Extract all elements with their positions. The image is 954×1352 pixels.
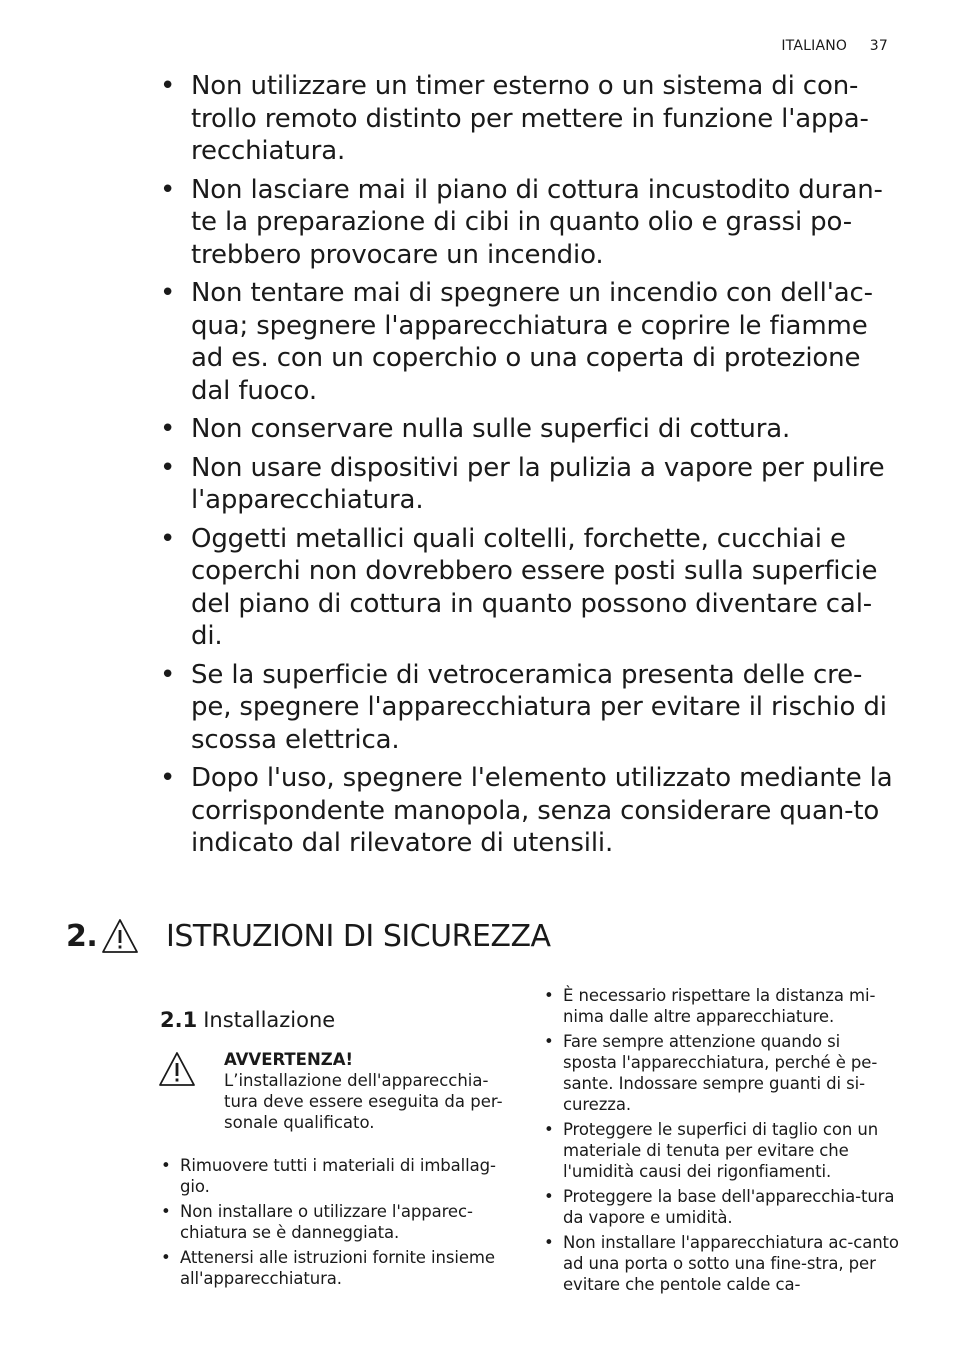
section-heading (66, 912, 551, 960)
list-item: • Se la superficie di vetroceramica presenta delle cre-pe, spegnere l'apparecchiatura per evitare il rischio di scossa elettrica. (160, 659, 900, 757)
list-item: • Fare sempre attenzione quando si sposta l'apparecchiatura, perché è pe-sante. Indossare sempre guanti di si-curezza. (544, 1031, 899, 1115)
list-item: • Non tentare mai di spegnere un incendio con dell'ac-qua; spegnere l'apparecchiatura e coprire le fiamme ad es. con un coperchio o una coperta di protezione dal fuoco. (160, 277, 900, 407)
top-bullet-list (160, 70, 900, 866)
list-item: • È necessario rispettare la distanza mi-nima dalle altre apparecchiature. (544, 985, 899, 1027)
list-item: • Non conservare nulla sulle superfici di cottura. (160, 413, 900, 446)
list-item: • Non lasciare mai il piano di cottura incustodito duran-te la preparazione di cibi in quanto olio e grassi po-trebbero provocare un incendio. (160, 174, 900, 272)
section-number: 2. (66, 918, 98, 954)
list-item: • Rimuovere tutti i materiali di imballag-gio. (161, 1155, 521, 1197)
section-title: ISTRUZIONI DI SICUREZZA (166, 918, 551, 954)
page-number: 37 (869, 38, 888, 54)
warning-box (158, 1049, 518, 1133)
list-item: • Proteggere la base dell'apparecchia-tura da vapore e umidità. (544, 1186, 899, 1228)
page-header (781, 38, 888, 54)
list-item: • Non usare dispositivi per la pulizia a vapore per pulire l'apparecchiatura. (160, 452, 900, 517)
list-item: • Proteggere le superfici di taglio con un materiale di tenuta per evitare che l'umidità causi dei rigonfiamenti. (544, 1119, 899, 1182)
left-column (161, 1155, 521, 1293)
right-column (544, 985, 899, 1299)
right-bullet-list (544, 985, 899, 1295)
left-bullet-list (161, 1155, 521, 1289)
warning-triangle-icon (100, 917, 140, 955)
subsection-title: Installazione (203, 1008, 336, 1032)
list-item: • Oggetti metallici quali coltelli, forchette, cucchiai e coperchi non dovrebbero essere posti sulla superficie del piano di cottura in quanto possono diventare cal-di. (160, 523, 900, 653)
subsection-heading (160, 1008, 335, 1032)
warning-text: L’installazione dell'apparecchia-tura deve essere eseguita da per-sonale qualificato. (224, 1071, 503, 1132)
list-item: • Non installare l'apparecchiatura ac-canto ad una porta o sotto una fine-stra, per evitare che pentole calde ca- (544, 1232, 899, 1295)
warning-text-block (224, 1049, 518, 1133)
subsection-number: 2.1 (160, 1008, 198, 1032)
list-item: • Non utilizzare un timer esterno o un sistema di con-trollo remoto distinto per mettere in funzione l'appa-recchiatura. (160, 70, 900, 168)
list-item: • Non installare o utilizzare l'apparec-chiatura se è danneggiata. (161, 1201, 521, 1243)
warning-triangle-icon (158, 1051, 196, 1087)
header-language: ITALIANO (781, 38, 848, 54)
list-item: • Attenersi alle istruzioni fornite insieme all'apparecchiatura. (161, 1247, 521, 1289)
list-item: • Dopo l'uso, spegnere l'elemento utilizzato mediante la corrispondente manopola, senza considerare quan-to indicato dal rilevatore di utensili. (160, 762, 900, 860)
warning-title: AVVERTENZA! (224, 1050, 354, 1069)
